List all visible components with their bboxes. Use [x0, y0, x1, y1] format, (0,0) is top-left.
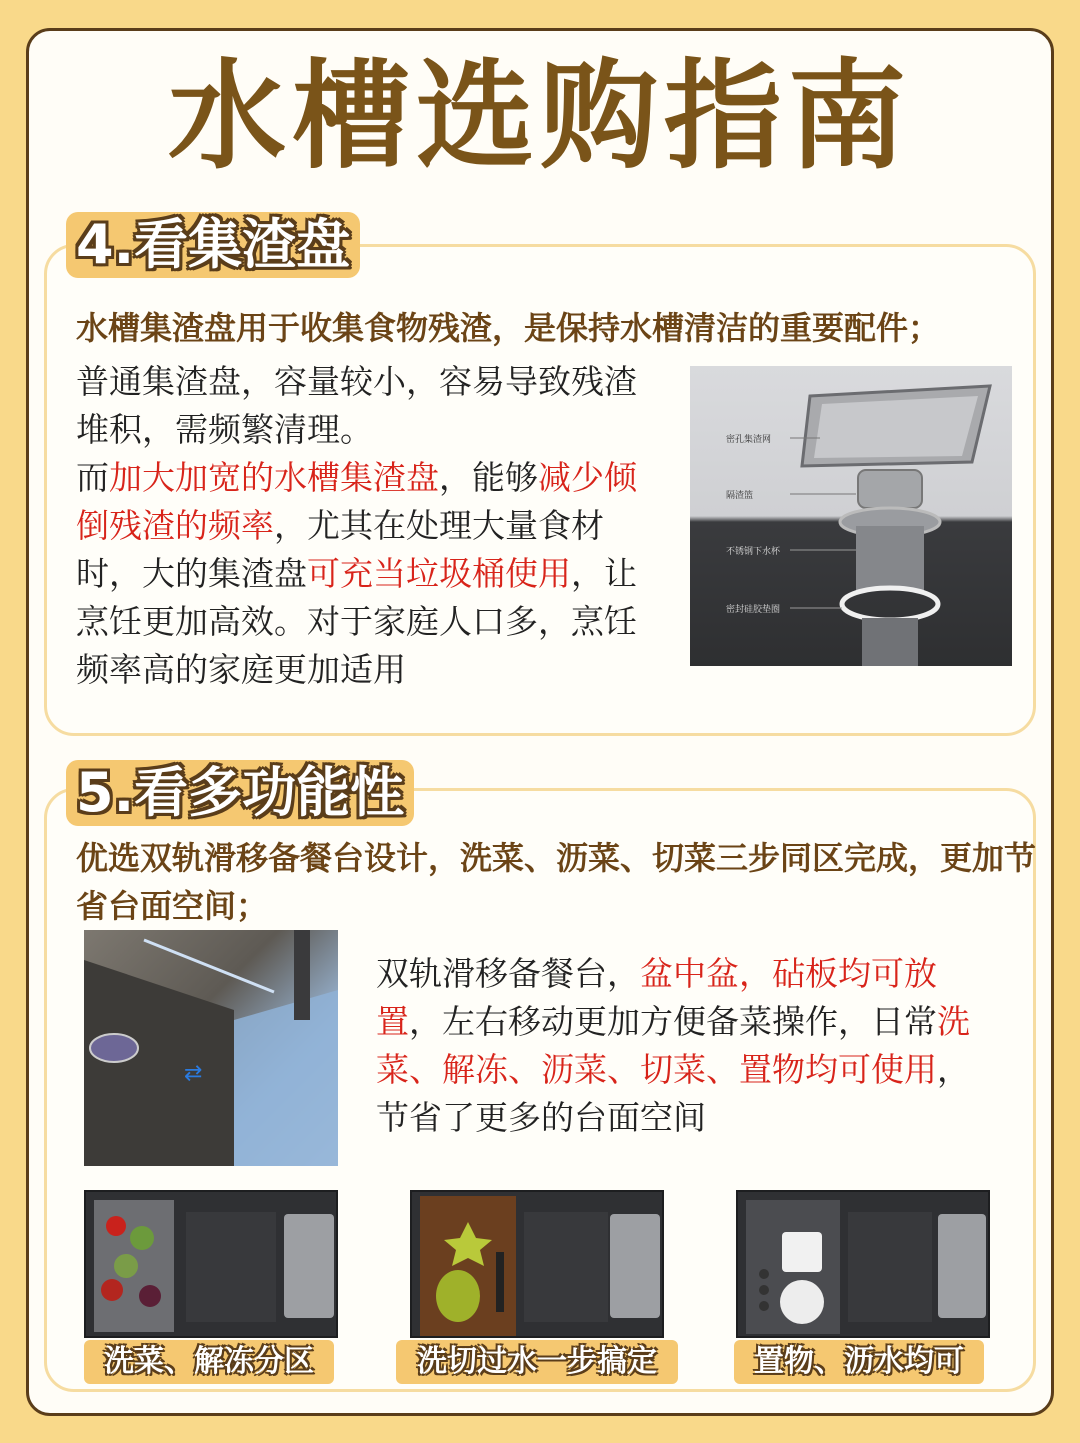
label-strainer-basket: 隔渣篮 [726, 491, 754, 501]
highlight-larger-tray: 加大加宽的水槽集渣盘 [109, 458, 439, 497]
section-5-b1: 双轨滑移备餐台， [376, 954, 640, 993]
section-4-p2c: ，能够 [439, 458, 538, 497]
svg-text:⇄: ⇄ [184, 1061, 203, 1086]
section-tag-4: 4.看集渣盘 [66, 212, 360, 278]
highlight-uses: 洗菜、解冻、沥菜、切菜、置物均可使用 [376, 1002, 970, 1089]
section-4-body [76, 358, 666, 694]
label-drain-cup: 不锈钢下水杯 [726, 547, 781, 557]
section-4-lead: 水槽集渣盘用于收集食物残渣，是保持水槽清洁的重要配件； [76, 309, 941, 347]
section-4-p2g: ，让烹饪更加高效。对于家庭人口多，烹饪频率高的家庭更加适用 [76, 554, 637, 689]
section-4-p2e: ，尤其在处理大量食材时，大的集渣盘 [76, 506, 604, 593]
section-4-p2a: 而 [76, 458, 109, 497]
section-4-p1: 普通集渣盘，容量较小，容易导致残渣堆积，需频繁清理。 [76, 362, 637, 449]
caption-storage-drain: 置物、沥水均可 [734, 1340, 984, 1384]
sink-illustration [84, 930, 338, 1166]
drain-assembly-illustration [690, 366, 1012, 666]
caption-cut-rinse: 洗切过水一步搞定 [396, 1340, 678, 1384]
thumb-cut-rinse [410, 1190, 664, 1338]
label-mesh-tray: 密孔集渣网 [726, 435, 772, 445]
section-5-lead: 优选双轨滑移备餐台设计，洗菜、沥菜、切菜三步同区完成，更加节省台面空间； [76, 839, 1037, 925]
thumb-wash-thaw [84, 1190, 338, 1338]
section-5-b3: ，左右移动更加方便备菜操作，日常 [409, 1002, 937, 1041]
section-5-b5: ，节省了更多的台面空间 [376, 1050, 970, 1137]
sliding-prep-table-photo [84, 930, 338, 1166]
drain-assembly-photo [690, 366, 1012, 666]
page-title: 水槽选购指南 [167, 47, 912, 185]
section-5-body [376, 950, 996, 1142]
wash-basket-illustration [86, 1192, 338, 1338]
label-seal-ring: 密封硅胶垫圈 [726, 605, 781, 615]
caption-wash-thaw: 洗菜、解冻分区 [84, 1340, 334, 1384]
highlight-trash-can: 可充当垃圾桶使用 [307, 554, 571, 593]
thumb-storage-drain [736, 1190, 990, 1338]
dish-rack-illustration [738, 1192, 990, 1338]
highlight-basin-board: 盆中盆，砧板均可放置 [376, 954, 937, 1041]
highlight-less-emptying: 减少倾倒残渣的频率 [76, 458, 637, 545]
section-tag-5: 5.看多功能性 [66, 760, 414, 826]
cutting-board-illustration [412, 1192, 664, 1338]
